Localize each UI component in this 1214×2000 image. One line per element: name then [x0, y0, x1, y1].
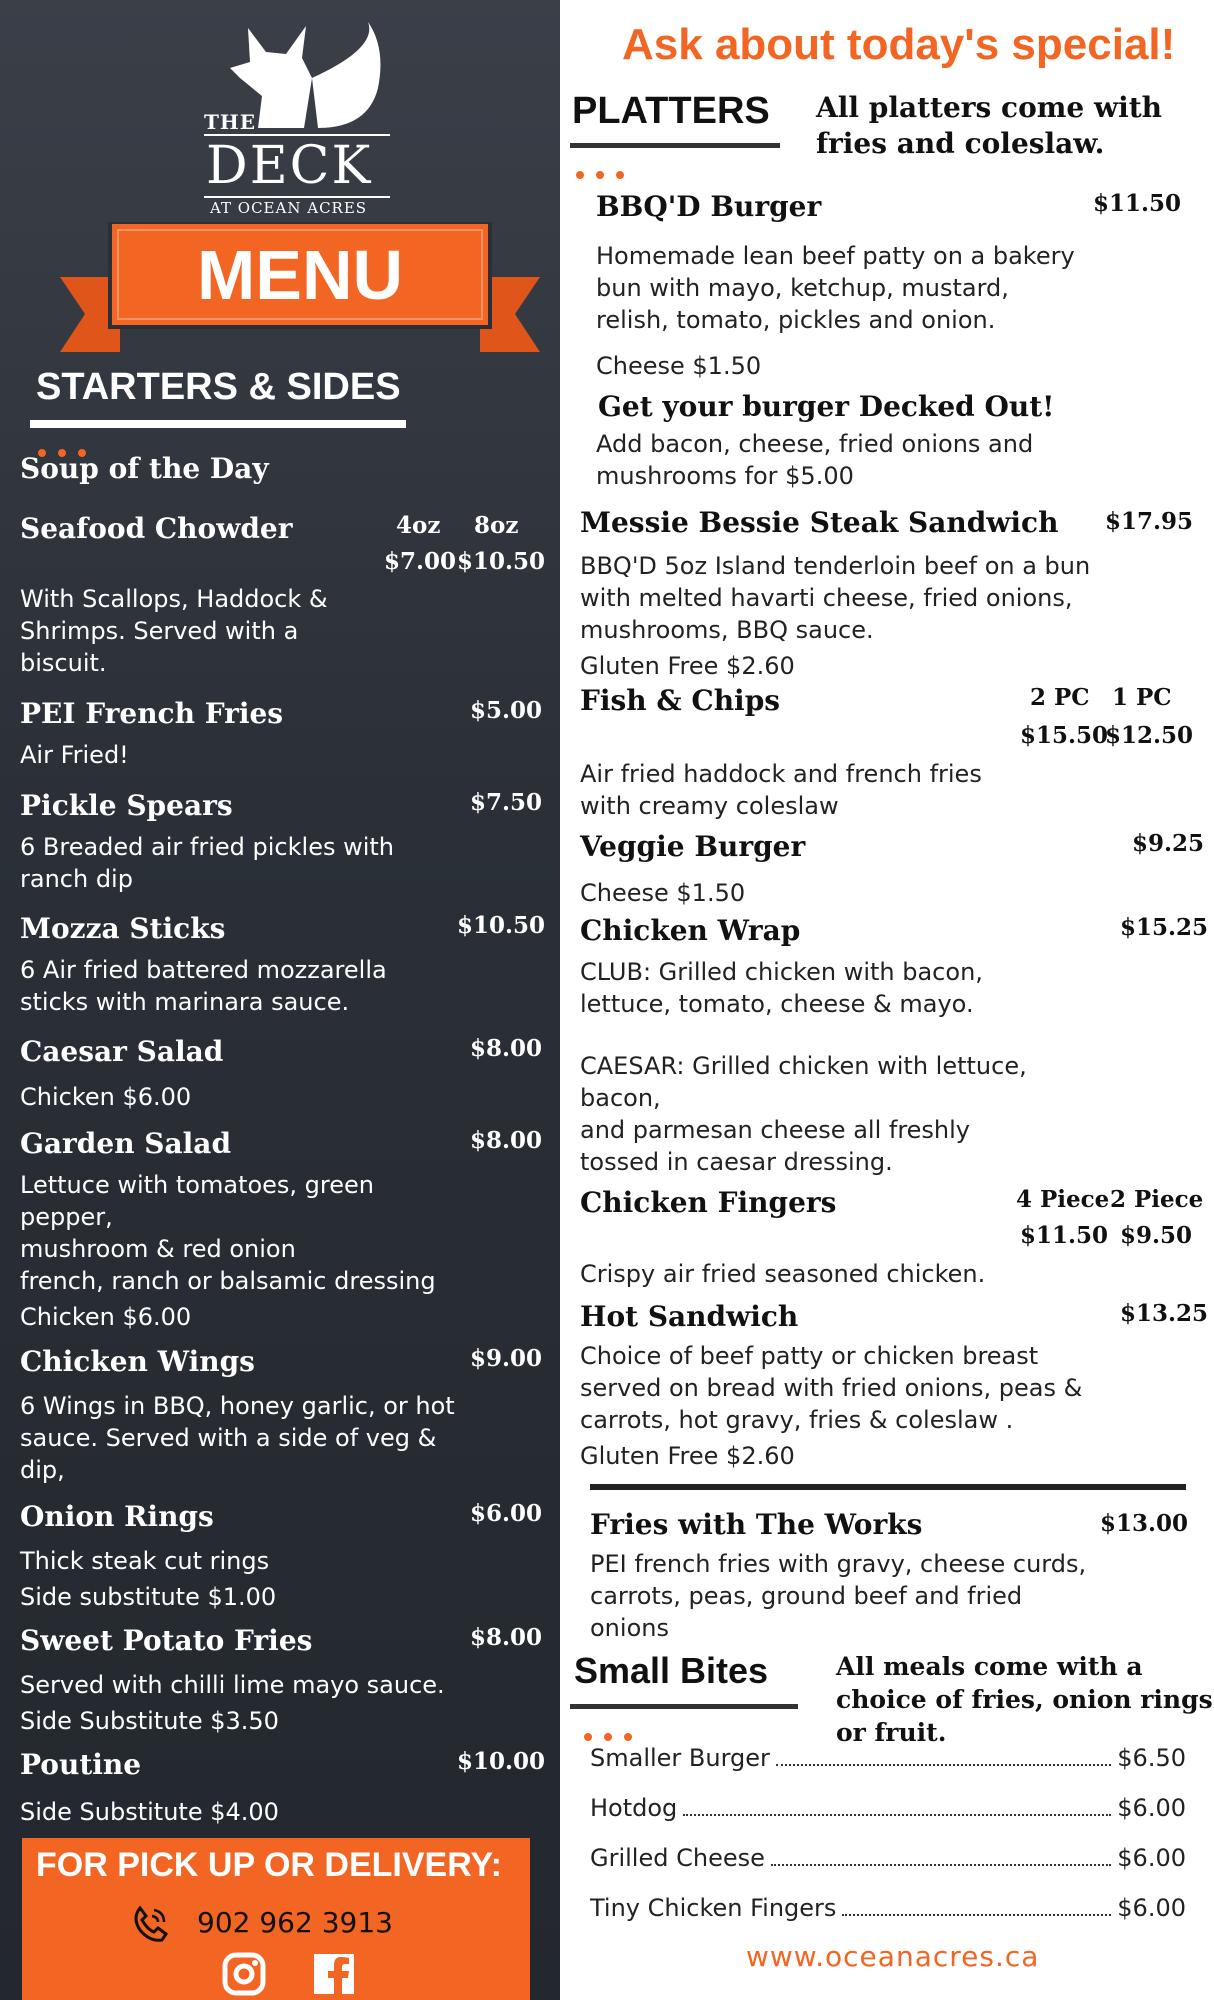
phone-icon[interactable]: [130, 1904, 170, 1944]
platters-note: All platters come with fries and coleslaw.: [816, 91, 1162, 160]
item-desc: Lettuce with tomatoes, green pepper, mushroom & red onion french, ranch or balsamic dressing Chicken $6.00: [20, 1171, 436, 1331]
item-desc: Air Fried!: [20, 741, 129, 769]
chowder-price-1: $7.00: [384, 548, 457, 575]
item-title: Chicken Wrap: [580, 914, 801, 947]
item-desc: Side Substitute $4.00: [20, 1798, 279, 1826]
item-price: $10.50: [457, 912, 546, 939]
pickup-box: [22, 1838, 530, 2000]
item-title: Hot Sandwich: [580, 1300, 799, 1333]
item-size: 2 Piece: [1110, 1186, 1204, 1213]
small-bites-heading: Small Bites: [574, 1650, 769, 1691]
item-desc: CLUB: Grilled chicken with bacon, lettuce, tomato, cheese & mayo. CAESAR: Grilled chicken with lettuce, bacon, and parmesan cheese all freshly tossed in caesar dressing.: [580, 958, 1027, 1176]
item-desc: Air fried haddock and french fries with creamy coleslaw: [580, 760, 982, 820]
item-title: Veggie Burger: [580, 830, 806, 863]
chowder-desc: With Scallops, Haddock & Shrimps. Served with a biscuit.: [20, 585, 328, 677]
item-price: $8.00: [470, 1127, 543, 1154]
small-bites-underline: [570, 1704, 798, 1709]
item-desc: BBQ'D 5oz Island tenderloin beef on a bun with melted havarti cheese, fried onions, mushrooms, BBQ sauce. Gluten Free $2.60: [580, 552, 1091, 680]
item-price: $8.00: [470, 1624, 543, 1651]
item-price: $13.25: [1120, 1300, 1209, 1327]
item-desc: Choice of beef patty or chicken breast served on bread with fried onions, peas & carrots, hot gravy, fries & coleslaw . Gluten Free $2.60: [580, 1342, 1083, 1470]
item-price: $9.25: [1132, 830, 1205, 857]
website-link[interactable]: www.oceanacres.ca: [746, 1940, 1040, 1973]
item-title: Messie Bessie Steak Sandwich: [580, 506, 1059, 539]
item-title: PEI French Fries: [20, 697, 284, 730]
starters-heading: STARTERS & SIDES: [36, 366, 401, 408]
burger-cheese: Cheese $1.50: [596, 352, 762, 380]
platters-heading: PLATTERS: [572, 90, 770, 132]
item-price: $9.00: [470, 1345, 543, 1372]
small-bites-note: All meals come with a choice of fries, onion rings or fruit.: [836, 1652, 1213, 1747]
instagram-icon[interactable]: [222, 1952, 266, 1996]
chowder-title: Seafood Chowder: [20, 512, 293, 545]
item-price: $11.50: [1020, 1222, 1109, 1249]
item-price: $8.00: [470, 1035, 543, 1062]
item-title: Fries with The Works: [590, 1508, 923, 1541]
list-item: Hotdog $6.00: [590, 1794, 1186, 1822]
item-price: $7.50: [470, 789, 543, 816]
item-price: $15.50: [1020, 722, 1109, 749]
item-price: $11.50: [1093, 190, 1182, 217]
item-price: $10.00: [457, 1748, 546, 1775]
item-price: $5.00: [470, 697, 543, 724]
item-title: Mozza Sticks: [20, 912, 226, 945]
item-title: Garden Salad: [20, 1127, 232, 1160]
facebook-icon[interactable]: [312, 1952, 356, 1996]
menu-banner: [40, 222, 560, 357]
left-panel: [0, 0, 560, 2000]
item-title: Chicken Fingers: [580, 1186, 837, 1219]
item-title: Caesar Salad: [20, 1035, 224, 1068]
item-desc: 6 Breaded air fried pickles with ranch dip: [20, 833, 395, 893]
chowder-size-1: 4oz: [396, 512, 441, 539]
item-desc: Served with chilli lime mayo sauce. Side Substitute $3.50: [20, 1671, 445, 1735]
chowder-size-2: 8oz: [474, 512, 519, 539]
list-item: Grilled Cheese $6.00: [590, 1844, 1186, 1872]
small-bites-dots: [584, 1726, 644, 1745]
pickup-phone[interactable]: 902 962 3913: [197, 1906, 393, 1939]
list-item: Smaller Burger $6.50: [590, 1744, 1186, 1772]
item-desc: Chicken $6.00: [20, 1083, 192, 1111]
list-item: Tiny Chicken Fingers $6.00: [590, 1894, 1186, 1922]
item-title: Poutine: [20, 1748, 142, 1781]
item-price: $9.50: [1120, 1222, 1193, 1249]
item-desc: 6 Wings in BBQ, honey garlic, or hot sauce. Served with a side of veg & dip,: [20, 1392, 455, 1484]
item-desc: Cheese $1.50: [580, 879, 746, 907]
item-price: $15.25: [1120, 914, 1209, 941]
item-desc: 6 Air fried battered mozzarella sticks with marinara sauce.: [20, 956, 387, 1016]
item-desc: Homemade lean beef patty on a bakery bun with mayo, ketchup, mustard, relish, tomato, pickles and onion.: [596, 242, 1075, 334]
item-desc: Crispy air fried seasoned chicken.: [580, 1260, 986, 1288]
item-price: $13.00: [1100, 1510, 1189, 1537]
brand-the: THE: [204, 110, 257, 134]
section-divider: [590, 1484, 1186, 1490]
item-title: Pickle Spears: [20, 789, 233, 822]
right-panel: [560, 0, 1214, 2000]
item-price: $12.50: [1105, 722, 1194, 749]
item-title: BBQ'D Burger: [596, 190, 822, 223]
item-title: Fish & Chips: [580, 684, 781, 717]
item-title: Onion Rings: [20, 1500, 214, 1533]
item-size: 4 Piece: [1016, 1186, 1110, 1213]
item-size: 2 PC: [1030, 684, 1090, 711]
special-banner: Ask about today's special!: [622, 20, 1176, 69]
platters-dots: [576, 164, 636, 183]
brand-name: DECK: [206, 136, 373, 196]
decked-out-desc: Add bacon, cheese, fried onions and mushrooms for $5.00: [596, 430, 1034, 490]
item-desc: Thick steak cut rings Side substitute $1.00: [20, 1547, 277, 1611]
platters-underline: [570, 143, 780, 148]
item-desc: PEI french fries with gravy, cheese curds, carrots, peas, ground beef and fried onions: [590, 1550, 1087, 1642]
starters-underline: [30, 420, 406, 428]
soup-heading: Soup of the Day: [20, 452, 269, 485]
brand-logo: [200, 18, 400, 217]
pickup-label: FOR PICK UP OR DELIVERY:: [36, 1846, 502, 1884]
chowder-price-2: $10.50: [457, 548, 546, 575]
menu-title: MENU: [196, 236, 404, 314]
item-size: 1 PC: [1112, 684, 1172, 711]
decked-out-title: Get your burger Decked Out!: [598, 390, 1055, 423]
item-title: Chicken Wings: [20, 1345, 255, 1378]
item-price: $6.00: [470, 1500, 543, 1527]
brand-sub: AT OCEAN ACRES: [210, 199, 368, 217]
small-bites-list: [590, 1744, 1186, 1944]
item-title: Sweet Potato Fries: [20, 1624, 313, 1657]
item-price: $17.95: [1105, 508, 1194, 535]
